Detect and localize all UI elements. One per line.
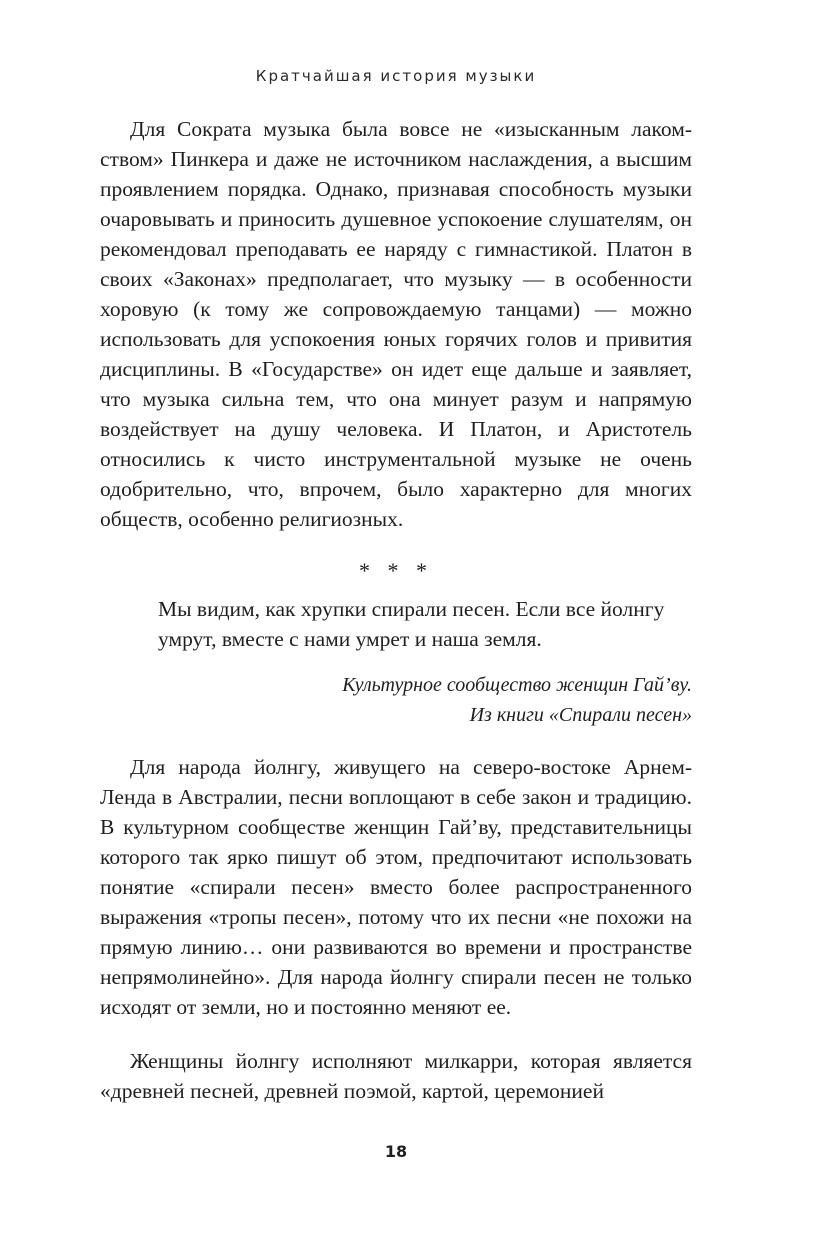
- attribution-author: Культурное сообщество женщин Гай’ву.: [342, 674, 692, 696]
- epigraph-quote: Мы видим, как хрупки спирали песен. Если все йолнгу умрут, вместе с нами умрет и наша земля.: [158, 597, 665, 651]
- paragraph-yolngu: Для народа йолнгу, живущего на северо-востоке АрнемЛенда в Австралии, песни воплощают в себе закон и традицию. В культурном сообществе женщин Гай’ву, представительницы которого так ярко пишут об этом, предпочитают использовать понятие «спирали песен» вместо более распространенного выражения «тропы песен», потому что их песни «не похожи на прямую линию… они развиваются во времени и пространстве непрямолинейно». Для народа йолнгу спирали песен не только исходят от земли, но и постоянно меняют ее.: [100, 755, 692, 1019]
- paragraph-socrates: Для Сократа музыка была вовсе не «изысканным лакомством» Пинкера и даже не источником наслаждения, а высшим проявлением порядка. Однако, признавая способность музыки очаровывать и приносить душевное успокоение слушателям, он рекомендовал преподавать ее наряду с гимнастикой. Платон в своих «Законах» предполагает, что музыку — в особенности хоровую (к тому же сопровождаемую танцами) — можно использовать для успокоения юных горячих голов и привития дисциплины. В «Государстве» он идет еще дальше и заявляет, что музыка сильна тем, что она минует разум и напрямую воздействует на душу человека. И Платон, и Аристотель относились к чисто инструментальной музыке не очень одобрительно, что, впрочем, было характерно для многих обществ, особенно религиозных.: [100, 117, 692, 531]
- page-number: 18: [384, 1142, 408, 1161]
- running-head: Кратчайшая история музыки: [255, 67, 537, 85]
- epigraph-attribution: [158, 670, 692, 730]
- paragraph-milkarri: Женщины йолнгу исполняют милкарри, которая является «древней песней, древней поэмой, картой, церемонией: [100, 1049, 692, 1103]
- section-separator: * * *: [359, 558, 433, 583]
- attribution-source: Из книги «Спирали песен»: [469, 704, 692, 726]
